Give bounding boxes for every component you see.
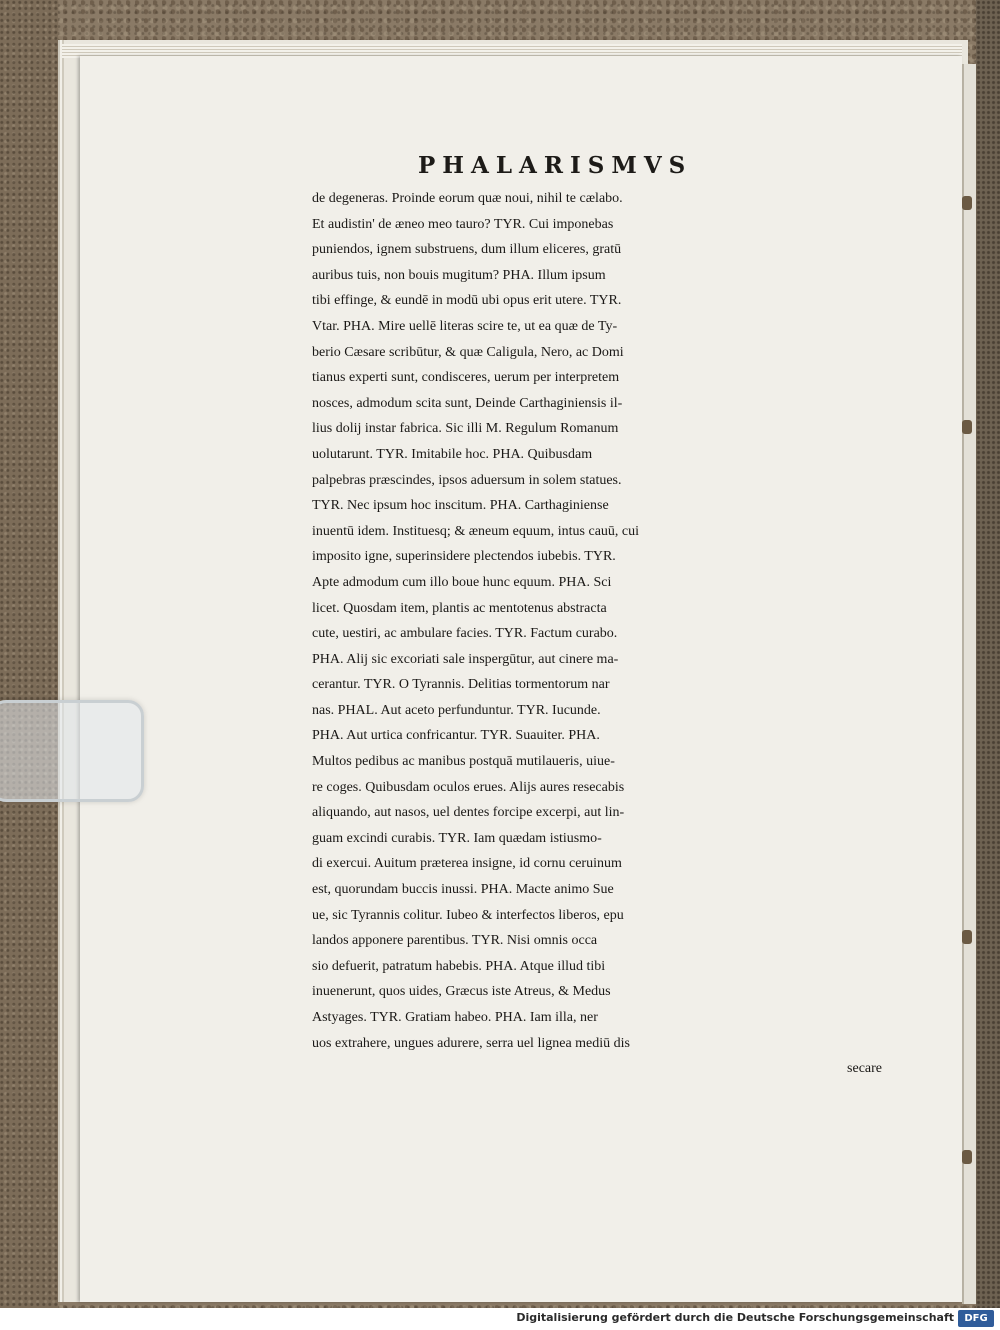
text-line: tibi effinge, & eundē in modū ubi opus erit utere. TYR. (312, 293, 622, 309)
text-line: aliquando, aut nasos, uel dentes forcipe excerpi, aut lin- (312, 805, 625, 821)
text-line: nosces, admodum scita sunt, Deinde Carthaginiensis il- (312, 395, 623, 411)
text-line: guam excindi curabis. TYR. Iam quædam istiusmo- (312, 830, 602, 846)
text-line: cerantur. TYR. O Tyrannis. Delitias tormentorum nar (312, 677, 610, 693)
text-line: licet. Quosdam item, plantis ac mentotenus abstracta (312, 600, 607, 616)
binding-stitch (962, 196, 972, 210)
catchword: secare (847, 1061, 882, 1077)
text-line: inuentū idem. Instituesq; & æneum equum, intus cauū, cui (312, 523, 640, 539)
text-line: de degeneras. Proinde eorum quæ noui, nihil te cælabo. (312, 191, 623, 206)
text-line: re coges. Quibusdam oculos erues. Alijs aures resecabis (312, 779, 625, 795)
text-line: cute, uestiri, ac ambulare facies. TYR. Factum curabo. (312, 626, 618, 642)
book-cover-board-left (0, 0, 58, 1308)
text-line: auribus tuis, non bouis mugitum? PHA. Illum ipsum (312, 267, 606, 283)
text-line: Apte admodum cum illo boue hunc equum. PHA. Sci (312, 574, 612, 590)
text-line: PHA. Alij sic excoriati sale inspergūtur, aut cinere ma- (312, 651, 619, 667)
text-line: puniendos, ignem substruens, dum illum eliceres, gratū (312, 242, 622, 258)
binding-stitch (962, 420, 972, 434)
text-line: nas. PHAL. Aut aceto perfunduntur. TYR. Iucunde. (312, 702, 601, 718)
text-line: tianus experti sunt, condisceres, uerum per interpretem (312, 370, 620, 386)
text-line: Vtar. PHA. Mire uellē literas scire te, ut ea quæ de Ty- (312, 318, 618, 334)
binding-stitch (962, 1150, 972, 1164)
text-line: est, quorundam buccis inussi. PHA. Macte animo Sue (312, 882, 614, 898)
dfg-logo: DFG (958, 1310, 994, 1327)
text-line: uolutarunt. TYR. Imitabile hoc. PHA. Quibusdam (312, 446, 593, 462)
text-line: imposito igne, superinsidere plectendos iubebis. TYR. (312, 549, 616, 565)
text-line: PHA. Aut urtica confricantur. TYR. Suauiter. PHA. (312, 728, 600, 744)
text-line: Astyages. TYR. Gratiam habeo. PHA. Iam illa, ner (312, 1010, 598, 1025)
text-line: di exercui. Auitum præterea insigne, id cornu ceruinum (312, 856, 622, 872)
text-line: Multos pedibus ac manibus postquā mutilaueris, uiue- (312, 754, 615, 770)
text-line: inuenerunt, quos uides, Græcus iste Atreus, & Medus (312, 984, 611, 1000)
text-line: palpebras præscindes, ipsos aduersum in solem statues. (312, 472, 622, 488)
page-text-block (312, 186, 882, 1082)
text-line: sio defuerit, patratum habebis. PHA. Atque illud tibi (312, 958, 606, 974)
book-cover-board-right (976, 0, 1000, 1308)
text-line: landos apponere parentibus. TYR. Nisi omnis occa (312, 933, 598, 949)
page-holder-clip (0, 700, 144, 802)
footer-bar (0, 1308, 1000, 1330)
text-line: TYR. Nec ipsum hoc inscitum. PHA. Carthaginiense (312, 498, 609, 514)
text-line: berio Cæsare scribūtur, & quæ Caligula, Nero, ac Domi (312, 344, 624, 360)
binding-stitch (962, 930, 972, 944)
text-line: Et audistin' de æneo meo tauro? TYR. Cui imponebas (312, 216, 614, 232)
funding-credit: Digitalisierung gefördert durch die Deutsche Forschungsgemeinschaft (516, 1311, 954, 1324)
text-line: lius dolij instar fabrica. Sic illi M. Regulum Romanum (312, 421, 619, 437)
running-head: PHALARISMVS (418, 152, 693, 179)
text-line: uos extrahere, ungues adurere, serra uel lignea mediū dis (312, 1035, 630, 1051)
text-line: ue, sic Tyrannis colitur. Iubeo & interfectos liberos, epu (312, 907, 624, 923)
